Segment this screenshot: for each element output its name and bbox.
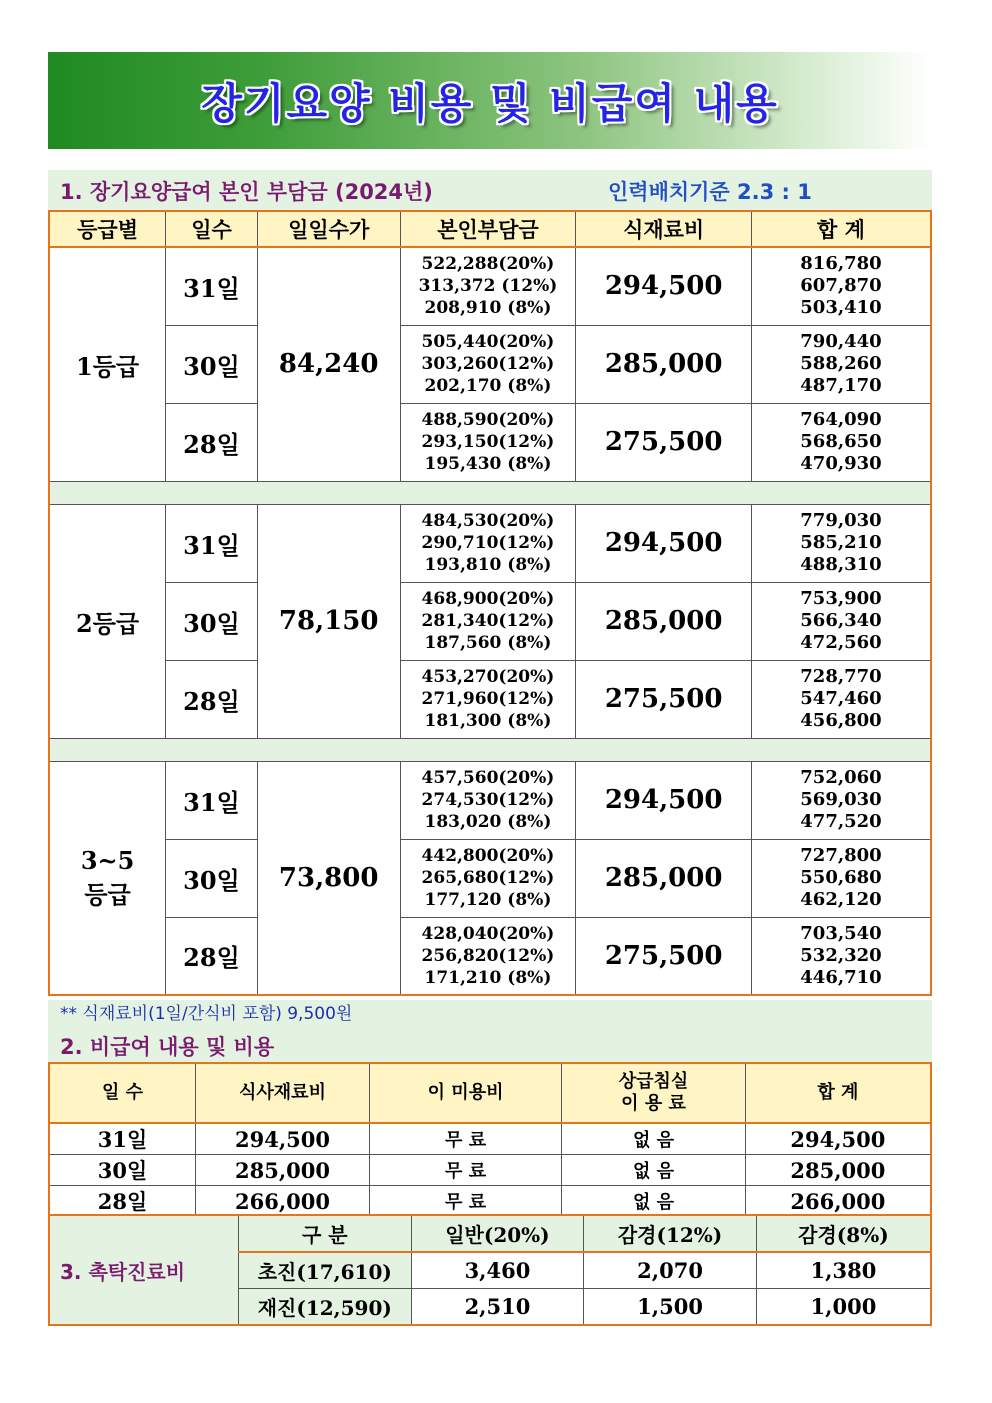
header-grade: 등급별 [49, 211, 166, 247]
header-reduced-8: 감경(8%) [756, 1215, 931, 1252]
grade-cell: 1등급 [49, 247, 166, 481]
total-cell: 764,090 568,650 470,930 [751, 403, 931, 481]
total-cell: 285,000 [745, 1155, 931, 1186]
beauty-fee-cell: 무 료 [369, 1186, 561, 1218]
days-cell: 28일 [166, 403, 258, 481]
header-meal: 식재료비 [576, 211, 752, 247]
section2-header [48, 1028, 932, 1062]
meal-cost-cell: 294,500 [576, 247, 752, 325]
reduced-12-fee: 1,500 [584, 1289, 757, 1326]
table-row [49, 917, 931, 995]
copay-cell: 468,900(20%) 281,340(12%) 187,560 (8%) [400, 582, 576, 660]
copay-cell: 457,560(20%) 274,530(12%) 183,020 (8%) [400, 761, 576, 839]
header-total: 합 계 [745, 1063, 931, 1123]
copay-cell: 522,288(20%) 313,372 (12%) 208,910 (8%) [400, 247, 576, 325]
title-banner [48, 52, 932, 149]
grade-cell: 2등급 [49, 504, 166, 738]
beauty-fee-cell: 무 료 [369, 1155, 561, 1186]
consult-header-row [49, 1215, 931, 1252]
meal-cost-cell: 275,500 [576, 660, 752, 738]
room-fee-cell: 없 음 [562, 1155, 745, 1186]
section1-header [48, 170, 932, 210]
header-general: 일반(20%) [411, 1215, 584, 1252]
meal-cost-cell: 285,000 [576, 839, 752, 917]
total-cell: 790,440 588,260 487,170 [751, 325, 931, 403]
section2-heading: 2. 비급여 내용 및 비용 [60, 1035, 275, 1059]
staffing-standard: 인력배치기준 2.3 : 1 [608, 180, 812, 204]
table-row [49, 403, 931, 481]
header-days: 일 수 [49, 1063, 196, 1123]
total-cell: 294,500 [745, 1123, 931, 1155]
beauty-fee-cell: 무 료 [369, 1123, 561, 1155]
meal-cost-cell: 285,000 [576, 582, 752, 660]
header-reduced-12: 감경(12%) [584, 1215, 757, 1252]
room-fee-cell: 없 음 [562, 1123, 745, 1155]
page-title: 장기요양 비용 및 비급여 내용 [201, 78, 779, 128]
days-cell: 31일 [166, 504, 258, 582]
days-cell: 30일 [166, 325, 258, 403]
grade-separator [49, 481, 931, 504]
total-cell: 752,060 569,030 477,520 [751, 761, 931, 839]
meal-cost-cell: 266,000 [196, 1186, 370, 1218]
table-row [49, 1123, 931, 1155]
reduced-8-fee: 1,380 [756, 1252, 931, 1289]
total-cell: 728,770 547,460 456,800 [751, 660, 931, 738]
meal-cost-cell: 285,000 [576, 325, 752, 403]
days-cell: 28일 [166, 917, 258, 995]
table-row [49, 504, 931, 582]
header-meal: 식사재료비 [196, 1063, 370, 1123]
daily-fee-cell: 84,240 [257, 247, 400, 481]
daily-fee-cell: 78,150 [257, 504, 400, 738]
table-row [49, 582, 931, 660]
consult-fee-table [48, 1214, 932, 1326]
general-fee: 3,460 [411, 1252, 584, 1289]
total-cell: 727,800 550,680 462,120 [751, 839, 931, 917]
non-covered-header-row [49, 1063, 931, 1123]
section3-heading: 3. 촉탁진료비 [49, 1215, 238, 1325]
header-days: 일수 [166, 211, 258, 247]
table-row [49, 247, 931, 325]
daily-fee-cell: 73,800 [257, 761, 400, 995]
non-covered-table [48, 1062, 932, 1218]
header-total: 합 계 [751, 211, 931, 247]
reduced-8-fee: 1,000 [756, 1289, 931, 1326]
header-category: 구 분 [238, 1215, 411, 1252]
table-row [49, 839, 931, 917]
header-daily-fee: 일일수가 [257, 211, 400, 247]
grade-cell: 3~5 등급 [49, 761, 166, 995]
copay-cell: 484,530(20%) 290,710(12%) 193,810 (8%) [400, 504, 576, 582]
copay-header-row [49, 211, 931, 247]
table-row [49, 1186, 931, 1218]
copay-cell: 453,270(20%) 271,960(12%) 181,300 (8%) [400, 660, 576, 738]
header-room: 상급침실 이 용 료 [562, 1063, 745, 1123]
copay-cell: 505,440(20%) 303,260(12%) 202,170 (8%) [400, 325, 576, 403]
meal-cost-cell: 294,500 [196, 1123, 370, 1155]
total-cell: 703,540 532,320 446,710 [751, 917, 931, 995]
meal-cost-cell: 285,000 [196, 1155, 370, 1186]
table-row [49, 660, 931, 738]
section1-heading: 1. 장기요양급여 본인 부담금 (2024년) [60, 180, 433, 204]
header-copay: 본인부담금 [400, 211, 576, 247]
meal-cost-cell: 294,500 [576, 761, 752, 839]
days-cell: 28일 [49, 1186, 196, 1218]
copay-table [48, 210, 932, 996]
general-fee: 2,510 [411, 1289, 584, 1326]
copay-cell: 428,040(20%) 256,820(12%) 171,210 (8%) [400, 917, 576, 995]
row-label: 초진(17,610) [238, 1252, 411, 1289]
table-row [49, 761, 931, 839]
grade-separator [49, 738, 931, 761]
days-cell: 31일 [49, 1123, 196, 1155]
days-cell: 31일 [166, 761, 258, 839]
table-row [49, 325, 931, 403]
days-cell: 30일 [166, 582, 258, 660]
days-cell: 31일 [166, 247, 258, 325]
total-cell: 779,030 585,210 488,310 [751, 504, 931, 582]
total-cell: 753,900 566,340 472,560 [751, 582, 931, 660]
copay-cell: 442,800(20%) 265,680(12%) 177,120 (8%) [400, 839, 576, 917]
days-cell: 30일 [49, 1155, 196, 1186]
total-cell: 266,000 [745, 1186, 931, 1218]
meal-note: ** 식재료비(1일/간식비 포함) 9,500원 [48, 1000, 932, 1028]
meal-cost-cell: 294,500 [576, 504, 752, 582]
total-cell: 816,780 607,870 503,410 [751, 247, 931, 325]
days-cell: 30일 [166, 839, 258, 917]
meal-cost-cell: 275,500 [576, 403, 752, 481]
copay-cell: 488,590(20%) 293,150(12%) 195,430 (8%) [400, 403, 576, 481]
room-fee-cell: 없 음 [562, 1186, 745, 1218]
reduced-12-fee: 2,070 [584, 1252, 757, 1289]
row-label: 재진(12,590) [238, 1289, 411, 1326]
days-cell: 28일 [166, 660, 258, 738]
table-row [49, 1155, 931, 1186]
header-beauty: 이 미용비 [369, 1063, 561, 1123]
meal-cost-cell: 275,500 [576, 917, 752, 995]
